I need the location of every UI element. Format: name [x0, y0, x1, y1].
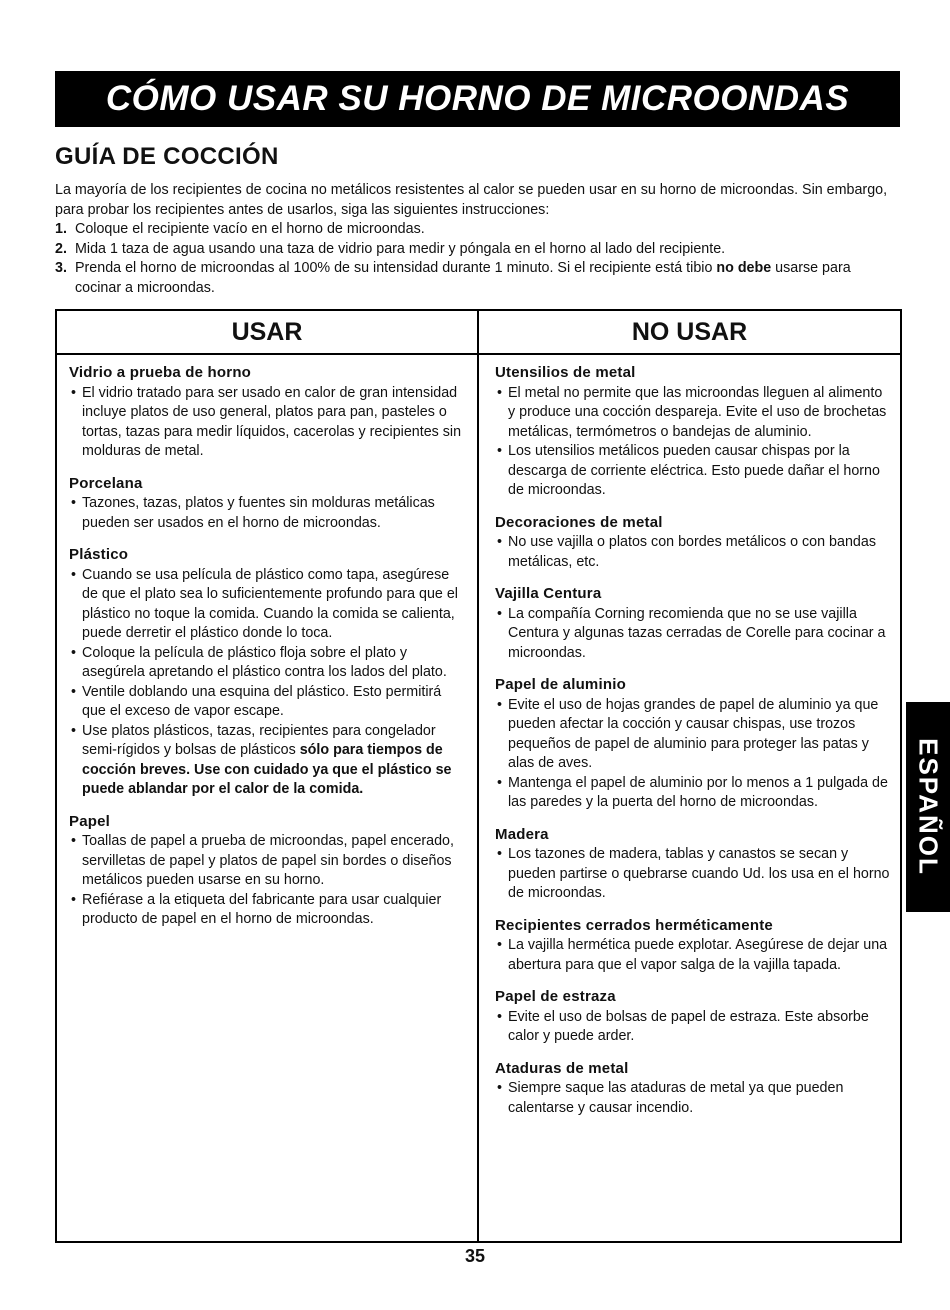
category-items — [495, 845, 890, 904]
category-title: Recipientes cerrados herméticamente — [495, 916, 773, 934]
bullet-icon: • — [497, 1080, 503, 1096]
intro-block — [55, 181, 900, 298]
bullet-icon: • — [497, 696, 503, 713]
list-item — [495, 1079, 890, 1118]
use-column-header: USAR — [231, 318, 303, 346]
bullet-icon: • — [497, 846, 503, 862]
material-category — [495, 513, 890, 573]
category-title: Madera — [495, 825, 549, 843]
language-tab-label: ESPAÑOL — [913, 738, 944, 876]
category-items — [69, 566, 469, 800]
bullet-icon: • — [497, 534, 503, 550]
category-title: Vidrio a prueba de horno — [69, 364, 252, 381]
step-text: Prenda el horno de microondas al 100% de su intensidad durante 1 minuto. Si el recipiente está tibio — [75, 260, 717, 276]
item-text: No use vajilla o platos con bordes metálicos o con bandas metálicas, etc. — [508, 534, 876, 570]
step-text: Mida 1 taza de agua usando una taza de vidrio para medir y póngala en el horno al lado del recipiente. — [75, 240, 726, 257]
list-item — [69, 683, 469, 722]
bullet-icon: • — [71, 833, 77, 849]
material-category — [495, 916, 890, 976]
category-title: Vajilla Centura — [495, 585, 602, 602]
bullet-icon: • — [71, 891, 77, 908]
item-text: La vajilla hermética puede explotar. Asegúrese de dejar una abertura para que el vapor salga de la vajilla tapada. — [508, 937, 888, 973]
do-not-use-column — [495, 363, 890, 1130]
bullet-icon: • — [497, 443, 503, 459]
category-title: Utensilios de metal — [495, 364, 636, 381]
material-category — [69, 474, 469, 534]
item-text: La compañía Corning recomienda que no se use vajilla Centura y algunas tazas cerradas de Corelle para cocinar a microondas. — [508, 605, 886, 661]
list-item — [495, 1008, 890, 1047]
item-text: Siempre saque las ataduras de metal ya que pueden calentarse y causar incendio. — [508, 1080, 844, 1116]
category-items — [495, 384, 890, 501]
item-text: Toallas de papel a prueba de microondas, papel encerado, servilletas de papel y platos de papel sin bordes o diseños metálicos pueden usarse en su horno. — [82, 833, 454, 888]
page-number: 35 — [464, 1246, 486, 1266]
bullet-icon: • — [497, 937, 503, 953]
category-title: Papel — [69, 812, 111, 830]
material-category — [495, 363, 890, 501]
bullet-icon: • — [497, 774, 503, 791]
category-items — [495, 696, 890, 813]
item-text: Refiérase a la etiqueta del fabricante para usar cualquier producto de papel en el horno de microondas. — [82, 891, 442, 927]
list-item — [495, 442, 890, 501]
item-text: Evite el uso de bolsas de papel de estraza. Este absorbe calor y puede arder. — [508, 1008, 869, 1044]
list-item — [69, 891, 469, 930]
use-column — [69, 363, 469, 942]
bullet-icon: • — [71, 384, 77, 401]
category-items — [69, 832, 469, 930]
category-items — [69, 494, 469, 533]
list-item — [69, 494, 469, 533]
material-category — [69, 545, 469, 800]
language-tab — [906, 702, 950, 912]
instruction-step — [55, 259, 900, 298]
step-number: 2. — [55, 240, 67, 257]
list-item — [495, 533, 890, 572]
category-items — [495, 1079, 890, 1118]
list-item — [69, 832, 469, 891]
item-text: Los tazones de madera, tablas y canastos se secan y pueden partirse o quebrarse cuando Ud. los usa en el horno de microondas. — [508, 846, 890, 901]
list-item — [69, 384, 469, 462]
banner-title: CÓMO USAR SU HORNO DE MICROONDAS — [105, 79, 850, 118]
list-item — [69, 644, 469, 683]
material-category — [495, 825, 890, 904]
material-category — [495, 1059, 890, 1119]
item-text: El vidrio tratado para ser usado en calor de gran intensidad incluye platos de uso general, platos para pan, pasteles o tortas, tazas para medir líquidos, cacerolas y recipientes sin molduras de metal. — [82, 384, 462, 459]
category-items — [495, 936, 890, 975]
bullet-icon: • — [497, 384, 503, 401]
step-text-after: usarse para cocinar a microondas. — [75, 260, 851, 296]
item-text: El metal no permite que las microondas lleguen al alimento y produce una cocción despareja. Evite el uso de brochetas metálicas, termómetros o bandejas de aluminio. — [508, 384, 887, 440]
page-banner — [55, 71, 900, 127]
list-item — [495, 936, 890, 975]
category-title: Papel de aluminio — [495, 676, 626, 693]
column-divider — [477, 311, 479, 1241]
section-title: GUÍA DE COCCIÓN — [55, 143, 279, 170]
bullet-icon: • — [71, 644, 77, 661]
step-emphasis: no debe — [716, 260, 772, 276]
category-title: Papel de estraza — [495, 988, 616, 1005]
category-title: Porcelana — [69, 474, 143, 492]
category-items — [495, 1008, 890, 1047]
item-text: Tazones, tazas, platos y fuentes sin molduras metálicas pueden ser usados en el horno de microondas. — [82, 495, 435, 531]
bullet-icon: • — [71, 566, 77, 583]
list-item — [495, 605, 890, 664]
bullet-icon: • — [71, 722, 77, 739]
category-items — [495, 605, 890, 664]
instruction-step — [55, 220, 900, 240]
item-text: Cuando se usa película de plástico como tapa, asegúrese de que el plato sea lo suficientemente profundo para que el plástico no toque la comida. Cuando la comida se calienta, puede derretir el plástico donde lo toca. — [82, 566, 458, 641]
category-items — [69, 384, 469, 462]
category-title: Plástico — [69, 546, 129, 563]
bullet-icon: • — [497, 1008, 503, 1025]
material-category — [495, 584, 890, 663]
material-category — [69, 363, 469, 462]
material-category — [495, 987, 890, 1047]
item-text: Coloque la película de plástico floja sobre el plato y asegúrela apretando el plástico contra los lados del plato. — [82, 644, 447, 680]
bullet-icon: • — [497, 605, 503, 622]
item-emphasis: sólo para tiempos de cocción breves. Use con cuidado ya que el plástico se puede ablandar por el calor de la comida. — [82, 742, 452, 797]
category-title: Decoraciones de metal — [495, 513, 663, 531]
usage-table — [55, 309, 902, 1243]
item-text: Use platos plásticos, tazas, recipientes para congelador semi-rígidos y bolsas de plásticos — [82, 722, 436, 758]
instruction-steps — [55, 220, 900, 298]
list-item — [495, 774, 890, 813]
step-number: 1. — [55, 221, 67, 237]
category-title: Ataduras de metal — [495, 1059, 629, 1077]
item-text: Los utensilios metálicos pueden causar chispas por la descarga de corriente eléctrica. Esto puede dañar el horno de microondas. — [508, 443, 880, 498]
item-text: Ventile doblando una esquina del plástico. Esto permitirá que el exceso de vapor escape. — [82, 683, 442, 719]
category-items — [495, 533, 890, 572]
material-category — [495, 675, 890, 813]
instruction-step — [55, 240, 900, 260]
bullet-icon: • — [71, 683, 77, 700]
intro-text: La mayoría de los recipientes de cocina no metálicos resistentes al calor se pueden usar en su horno de microondas. Sin embargo, para probar los recipientes antes de usarlos, siga las siguientes instrucciones: — [55, 182, 888, 218]
bullet-icon: • — [71, 495, 77, 511]
step-text: Coloque el recipiente vacío en el horno de microondas. — [75, 221, 425, 237]
list-item — [69, 722, 469, 800]
do-not-use-column-header: NO USAR — [631, 318, 748, 346]
list-item — [495, 845, 890, 904]
item-text: Mantenga el papel de aluminio por lo menos a 1 pulgada de las paredes y la puerta del horno de microondas. — [508, 774, 888, 810]
list-item — [495, 384, 890, 443]
list-item — [69, 566, 469, 644]
item-text: Evite el uso de hojas grandes de papel de aluminio ya que pueden afectar la cocción y causar chispas, use trozos pequeños de papel de aluminio para proteger las patas y alas de aves. — [508, 696, 879, 771]
list-item — [495, 696, 890, 774]
material-category — [69, 812, 469, 930]
step-number: 3. — [55, 260, 67, 276]
